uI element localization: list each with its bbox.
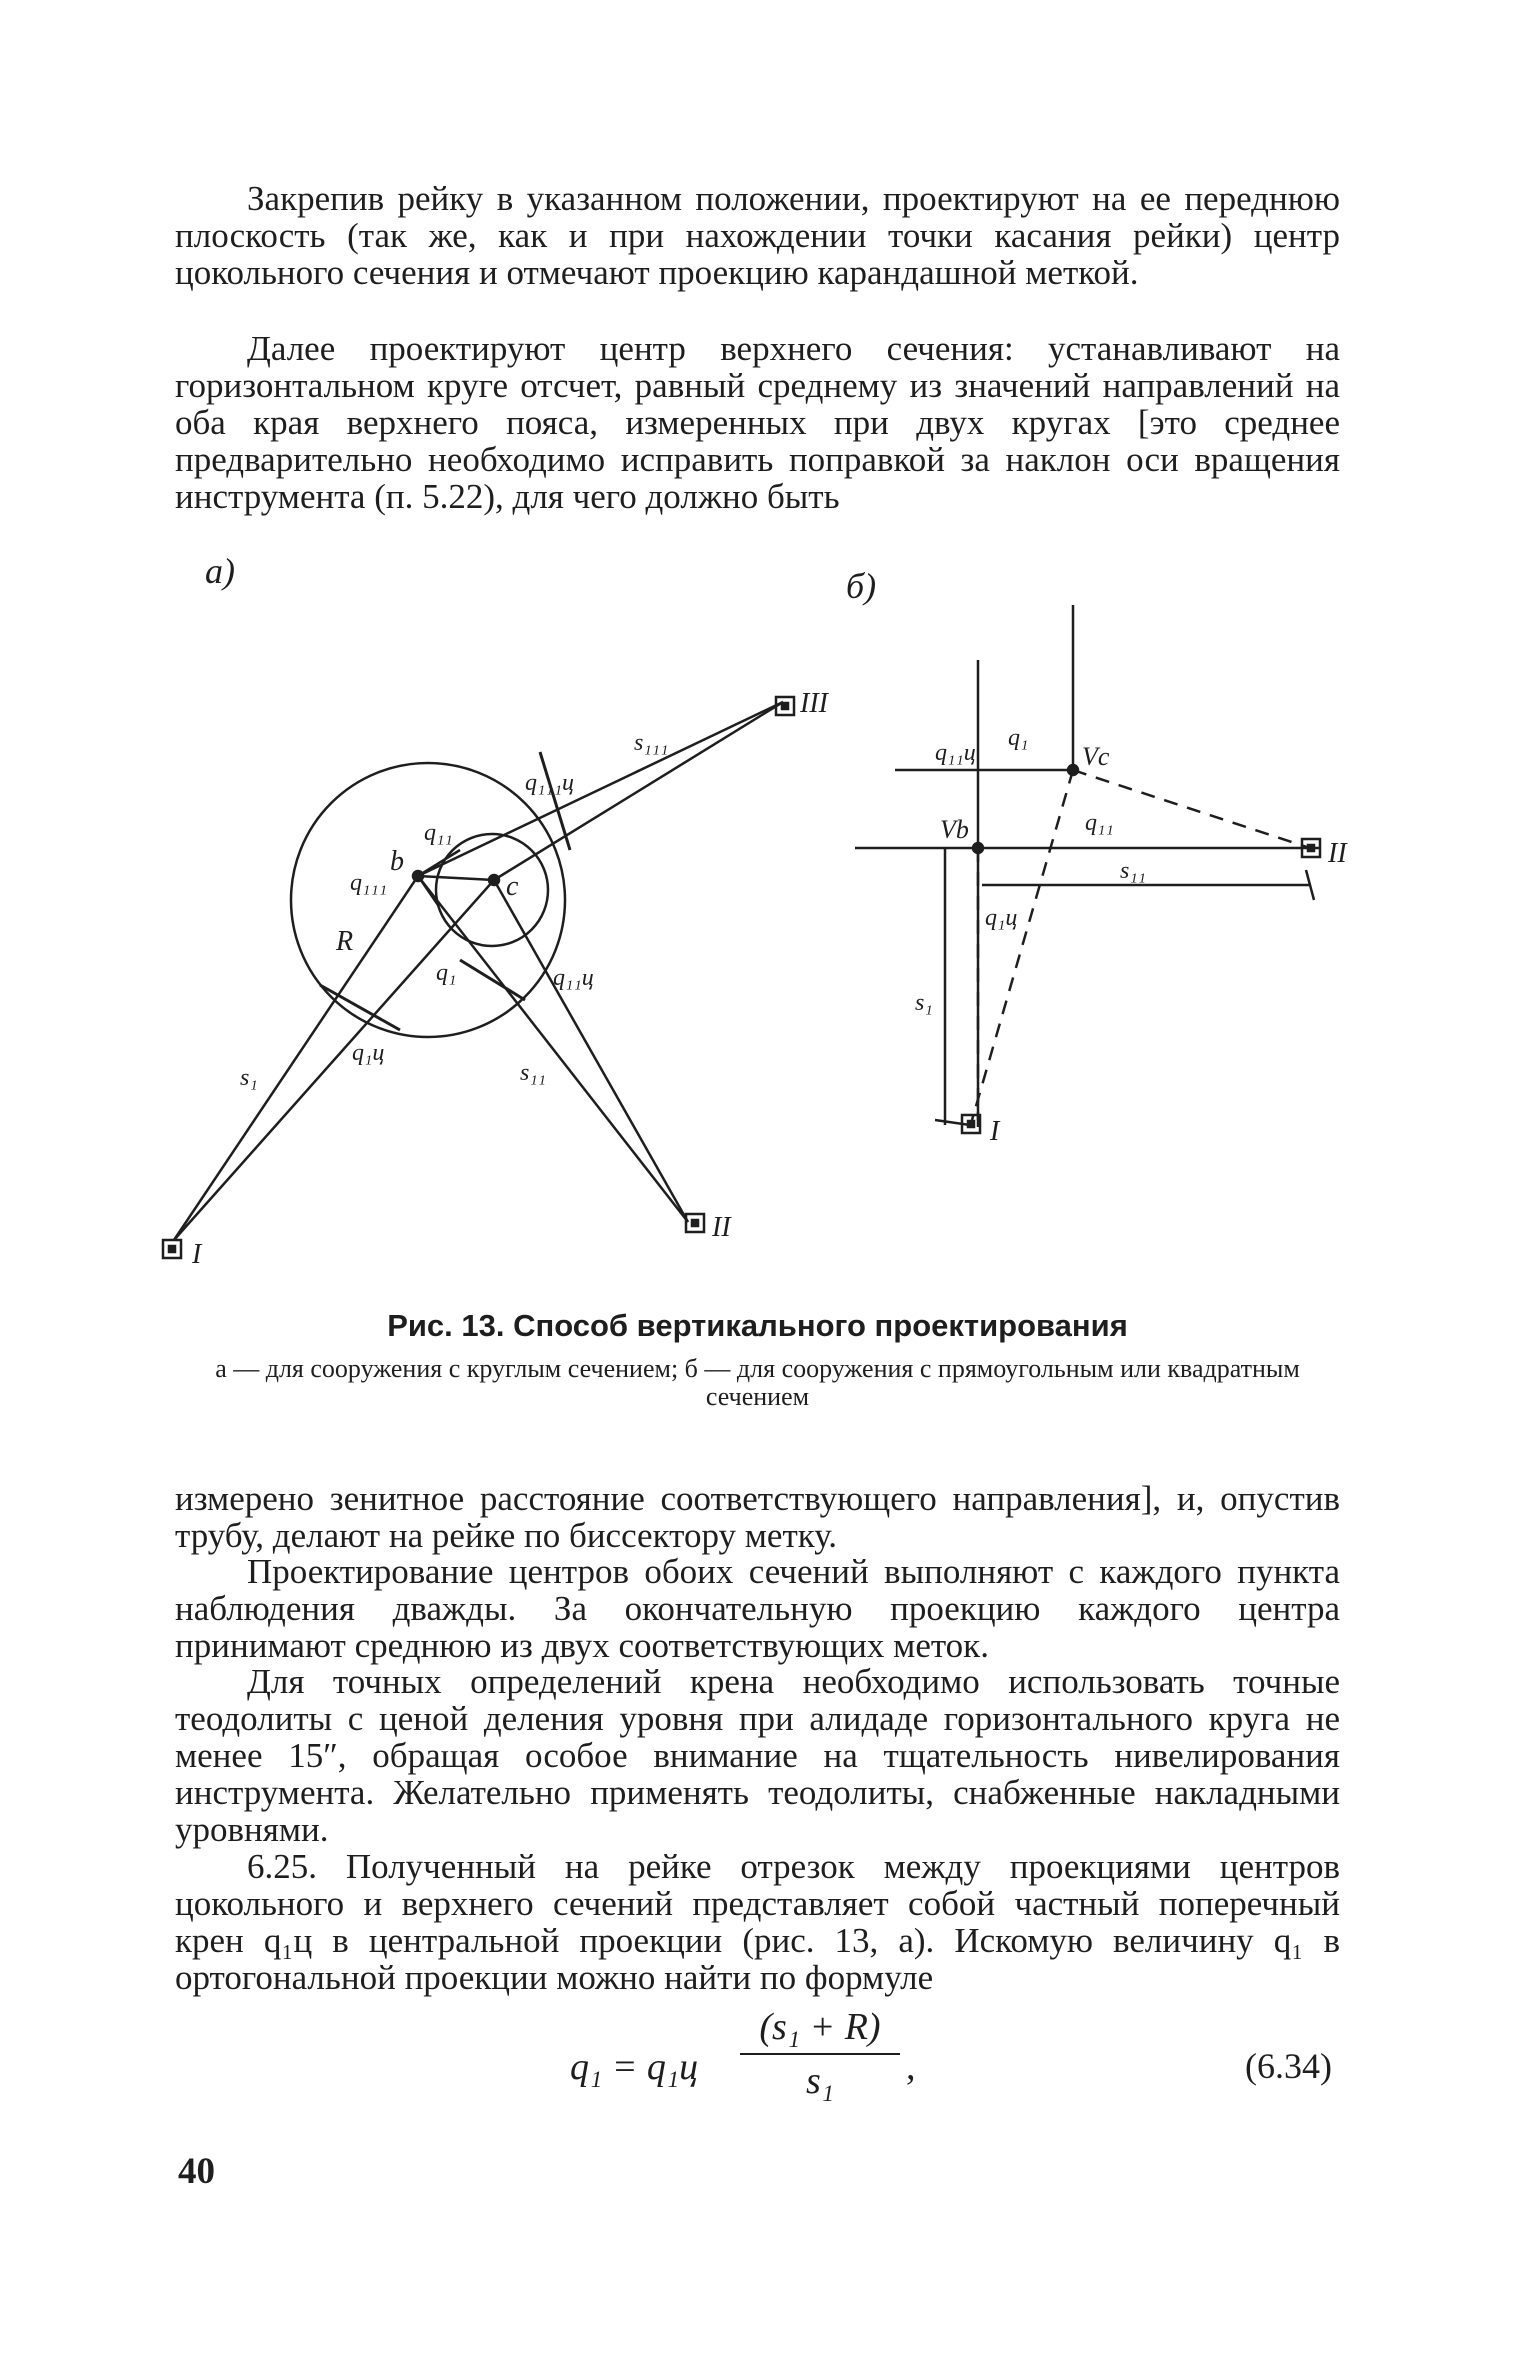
label-b-qIc: q₁ц — [985, 905, 1018, 931]
line-I-to-c — [174, 880, 494, 1240]
label-b-sII: s₁₁ — [1120, 858, 1147, 884]
label-b-qII: q₁₁ — [1085, 810, 1114, 836]
label-b-station-I: I — [990, 1116, 1000, 1147]
label-qIIIc: q₁₁₁ц — [525, 770, 575, 796]
tangent-bar-I — [320, 985, 400, 1030]
dashed-Vc-to-II — [1073, 770, 1310, 848]
label-a-station-III: III — [800, 688, 828, 719]
point-Vb — [973, 843, 983, 853]
panel-b-label: б) — [846, 566, 877, 606]
formula-denominator: s₁ — [806, 2060, 834, 2102]
tangent-bar-II — [460, 960, 525, 1000]
formula-numerator: (s₁ + R) — [740, 2005, 900, 2055]
formula-comma: , — [906, 2046, 916, 2088]
paragraph-5: Для точных определений крена необходимо использовать точные теодолиты с ценой деления уровня при алидаде горизонтального круга не менее 15″, обращая особое внимание на тщательность нивелирования инструмента. Желательно применять теодолиты, снабженные накладными уровнями. — [175, 1662, 1340, 1849]
inner-circle — [436, 834, 548, 946]
figure-caption-text: а — для сооружения с круглым сечением; б — для сооружения с прямоугольным или квадратным сечением — [215, 1354, 1300, 1411]
label-b-station-II: II — [1328, 838, 1347, 869]
label-a-station-II: II — [712, 1212, 731, 1243]
formula-lhs: q₁ = q₁ц — [570, 2046, 699, 2088]
label-Vc: Vc — [1082, 742, 1110, 771]
panel-a-label: а) — [205, 551, 235, 591]
shift-vector-bc — [418, 876, 494, 880]
line-II-to-b — [418, 876, 688, 1222]
label-Vb: Vb — [940, 815, 969, 844]
paragraph-2: Далее проектируют центр верхнего сечения: устанавливают на горизонтальном круге отсчет, равный среднему из значений направлений на оба края верхнего пояса, измеренных при двух кругах [это среднее предварительно необходимо исправить поправкой за наклон оси вращения инструмента (п. 5.22), для чего должно быть — [175, 329, 1340, 516]
point-b — [413, 871, 423, 881]
label-sI: s₁ — [240, 1065, 258, 1091]
line-III-to-b — [418, 702, 783, 876]
figure-panel-a — [163, 551, 830, 1270]
label-qIIc: q₁₁ц — [553, 965, 594, 991]
label-sII: s₁₁ — [520, 1060, 547, 1086]
label-a-station-I: I — [192, 1239, 202, 1270]
figure-panel-b — [846, 566, 1348, 1147]
label-R: R — [336, 926, 354, 957]
equation-number: (6.34) — [1245, 2046, 1332, 2086]
paragraph-6: 6.25. Полученный на рейке отрезок между проекциями центров цокольного и верхнего сечений представляет собой частный поперечный крен q₁ц в центральной проекции (рис. 13, а). Искомую величину q₁ в ортогональной проекции можно найти по формуле — [175, 1847, 1340, 1997]
label-c: c — [506, 871, 519, 902]
point-Vc — [1068, 765, 1078, 775]
paragraph-1: Закрепив рейку в указанном положении, проектируют на ее переднюю плоскость (так же, как и при нахождении точки касания рейки) центр цокольного сечения и отмечают проекцию карандашной меткой. — [175, 179, 1340, 292]
label-qIII: q₁₁₁ — [350, 870, 388, 896]
figure-13 — [0, 540, 1535, 1300]
paragraph-3: измерено зенитное расстояние соответствующего направления], и, опустив трубу, делают на рейке по биссектору метку. — [175, 1479, 1340, 1555]
figure-caption-title: Рис. 13. Способ вертикального проектирования — [387, 1308, 1128, 1343]
dashed-Vc-to-I — [972, 770, 1073, 1120]
label-b-sI: s₁ — [915, 990, 933, 1016]
label-sIII: s₁₁₁ — [634, 730, 669, 756]
label-b-qIIc: q₁₁ц — [935, 740, 976, 766]
formula-6-34 — [570, 2005, 1070, 2125]
label-qI: q₁ — [436, 960, 457, 986]
label-qIc: q₁ц — [352, 1040, 385, 1066]
label-b-qI: q₁ — [1008, 725, 1029, 751]
formula-fraction — [740, 2005, 900, 2103]
label-b: b — [390, 846, 404, 877]
line-II-to-c — [494, 880, 688, 1222]
page-number: 40 — [178, 2151, 215, 2192]
paragraph-4: Проектирование центров обоих сечений выполняют с каждого пункта наблюдения дважды. За окончательную проекцию каждого центра принимают среднюю из двух соответствующих меток. — [175, 1552, 1340, 1665]
point-c — [489, 875, 499, 885]
tangent-bar-III — [540, 752, 570, 850]
outer-circle — [291, 763, 565, 1037]
label-qII: q₁₁ — [424, 820, 453, 846]
